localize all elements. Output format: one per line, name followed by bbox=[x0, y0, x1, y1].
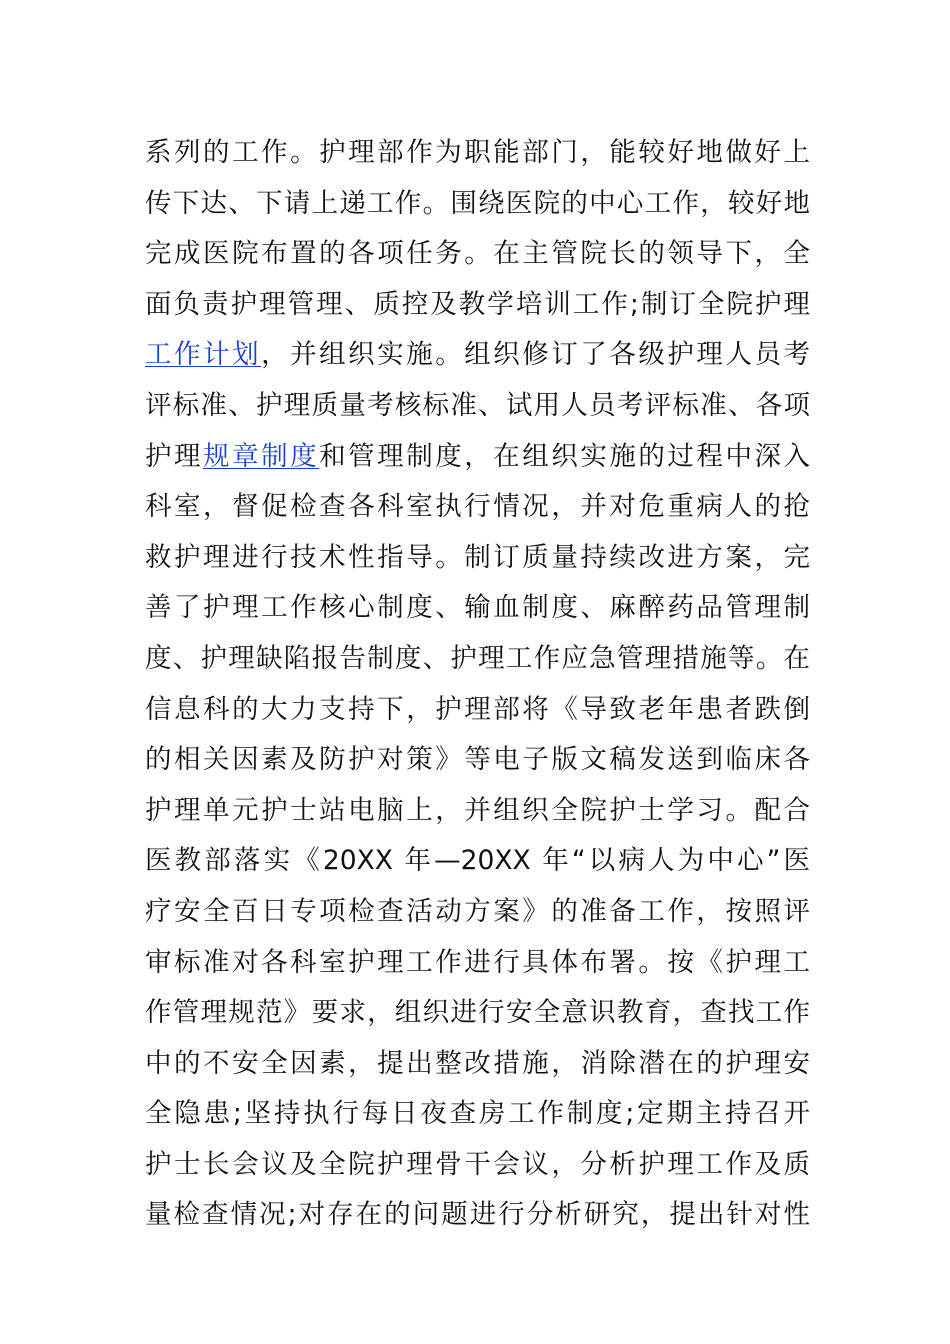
text-line bbox=[145, 583, 810, 634]
line-text: 的相关因素及防护对策》等电子版文稿发送到临床各 bbox=[145, 744, 810, 776]
text-line bbox=[145, 330, 810, 381]
line-text: 护士长会议及全院护理骨干会议，分析护理工作及质 bbox=[145, 1148, 810, 1180]
document-body bbox=[145, 128, 810, 1241]
line-text: 和管理制度，在组织实施的过程中深入 bbox=[319, 440, 810, 472]
line-text: 度、护理缺陷报告制度、护理工作应急管理措施等。在 bbox=[145, 642, 810, 674]
line-text: 护理单元护士站电脑上，并组织全院护士学习。配合 bbox=[145, 794, 810, 826]
line-text: 完成医院布置的各项任务。在主管院长的领导下，全 bbox=[145, 238, 810, 270]
line-text: 疗安全百日专项检查活动方案》的准备工作，按照评 bbox=[145, 895, 810, 927]
line-text: 系列的工作。护理部作为职能部门，能较好地做好上 bbox=[145, 137, 810, 168]
line-text: 医教部落实《20XX 年—20XX 年“以病人为中心”医 bbox=[145, 845, 810, 877]
line-text: 传下达、下请上递工作。围绕医院的中心工作，较好地 bbox=[145, 187, 810, 219]
text-line bbox=[145, 988, 810, 1039]
line-text: 作管理规范》要求，组织进行安全意识教育，查找工作 bbox=[145, 997, 810, 1029]
text-line bbox=[145, 179, 810, 230]
text-line bbox=[145, 634, 810, 685]
line-text: 信息科的大力支持下，护理部将《导致老年患者跌倒 bbox=[145, 693, 810, 725]
text-line bbox=[145, 1140, 810, 1191]
text-line bbox=[145, 1190, 810, 1241]
inline-link[interactable]: 规章制度 bbox=[203, 440, 320, 472]
line-text: ，并组织实施。组织修订了各级护理人员考 bbox=[261, 339, 810, 371]
text-line bbox=[145, 280, 810, 331]
text-line bbox=[145, 128, 810, 179]
line-text: 护理 bbox=[145, 440, 204, 472]
text-line bbox=[145, 938, 810, 989]
line-text: 救护理进行技术性指导。制订质量持续改进方案，完 bbox=[145, 541, 810, 573]
text-line bbox=[145, 685, 810, 736]
text-line bbox=[145, 482, 810, 533]
text-line bbox=[145, 381, 810, 432]
text-line bbox=[145, 1089, 810, 1140]
line-text: 审标准对各科室护理工作进行具体布署。按《护理工 bbox=[145, 946, 810, 978]
text-line bbox=[145, 887, 810, 938]
line-text: 中的不安全因素，提出整改措施，消除潜在的护理安 bbox=[145, 1047, 810, 1079]
text-line bbox=[145, 836, 810, 887]
text-line bbox=[145, 735, 810, 786]
text-line bbox=[145, 1039, 810, 1090]
inline-link[interactable]: 工作计划 bbox=[145, 339, 262, 371]
line-text: 科室，督促检查各科室执行情况，并对危重病人的抢 bbox=[145, 491, 810, 523]
text-line bbox=[145, 229, 810, 280]
line-text: 评标准、护理质量考核标准、试用人员考评标准、各项 bbox=[145, 389, 810, 421]
line-text: 面负责护理管理、质控及教学培训工作;制订全院护理 bbox=[145, 288, 810, 320]
text-line bbox=[145, 432, 810, 483]
line-text: 量检查情况;对存在的问题进行分析研究，提出针对性 bbox=[145, 1199, 810, 1231]
text-line bbox=[145, 786, 810, 837]
line-text: 全隐患;坚持执行每日夜查房工作制度;定期主持召开 bbox=[145, 1098, 810, 1130]
text-line bbox=[145, 533, 810, 584]
line-text: 善了护理工作核心制度、输血制度、麻醉药品管理制 bbox=[145, 592, 810, 624]
